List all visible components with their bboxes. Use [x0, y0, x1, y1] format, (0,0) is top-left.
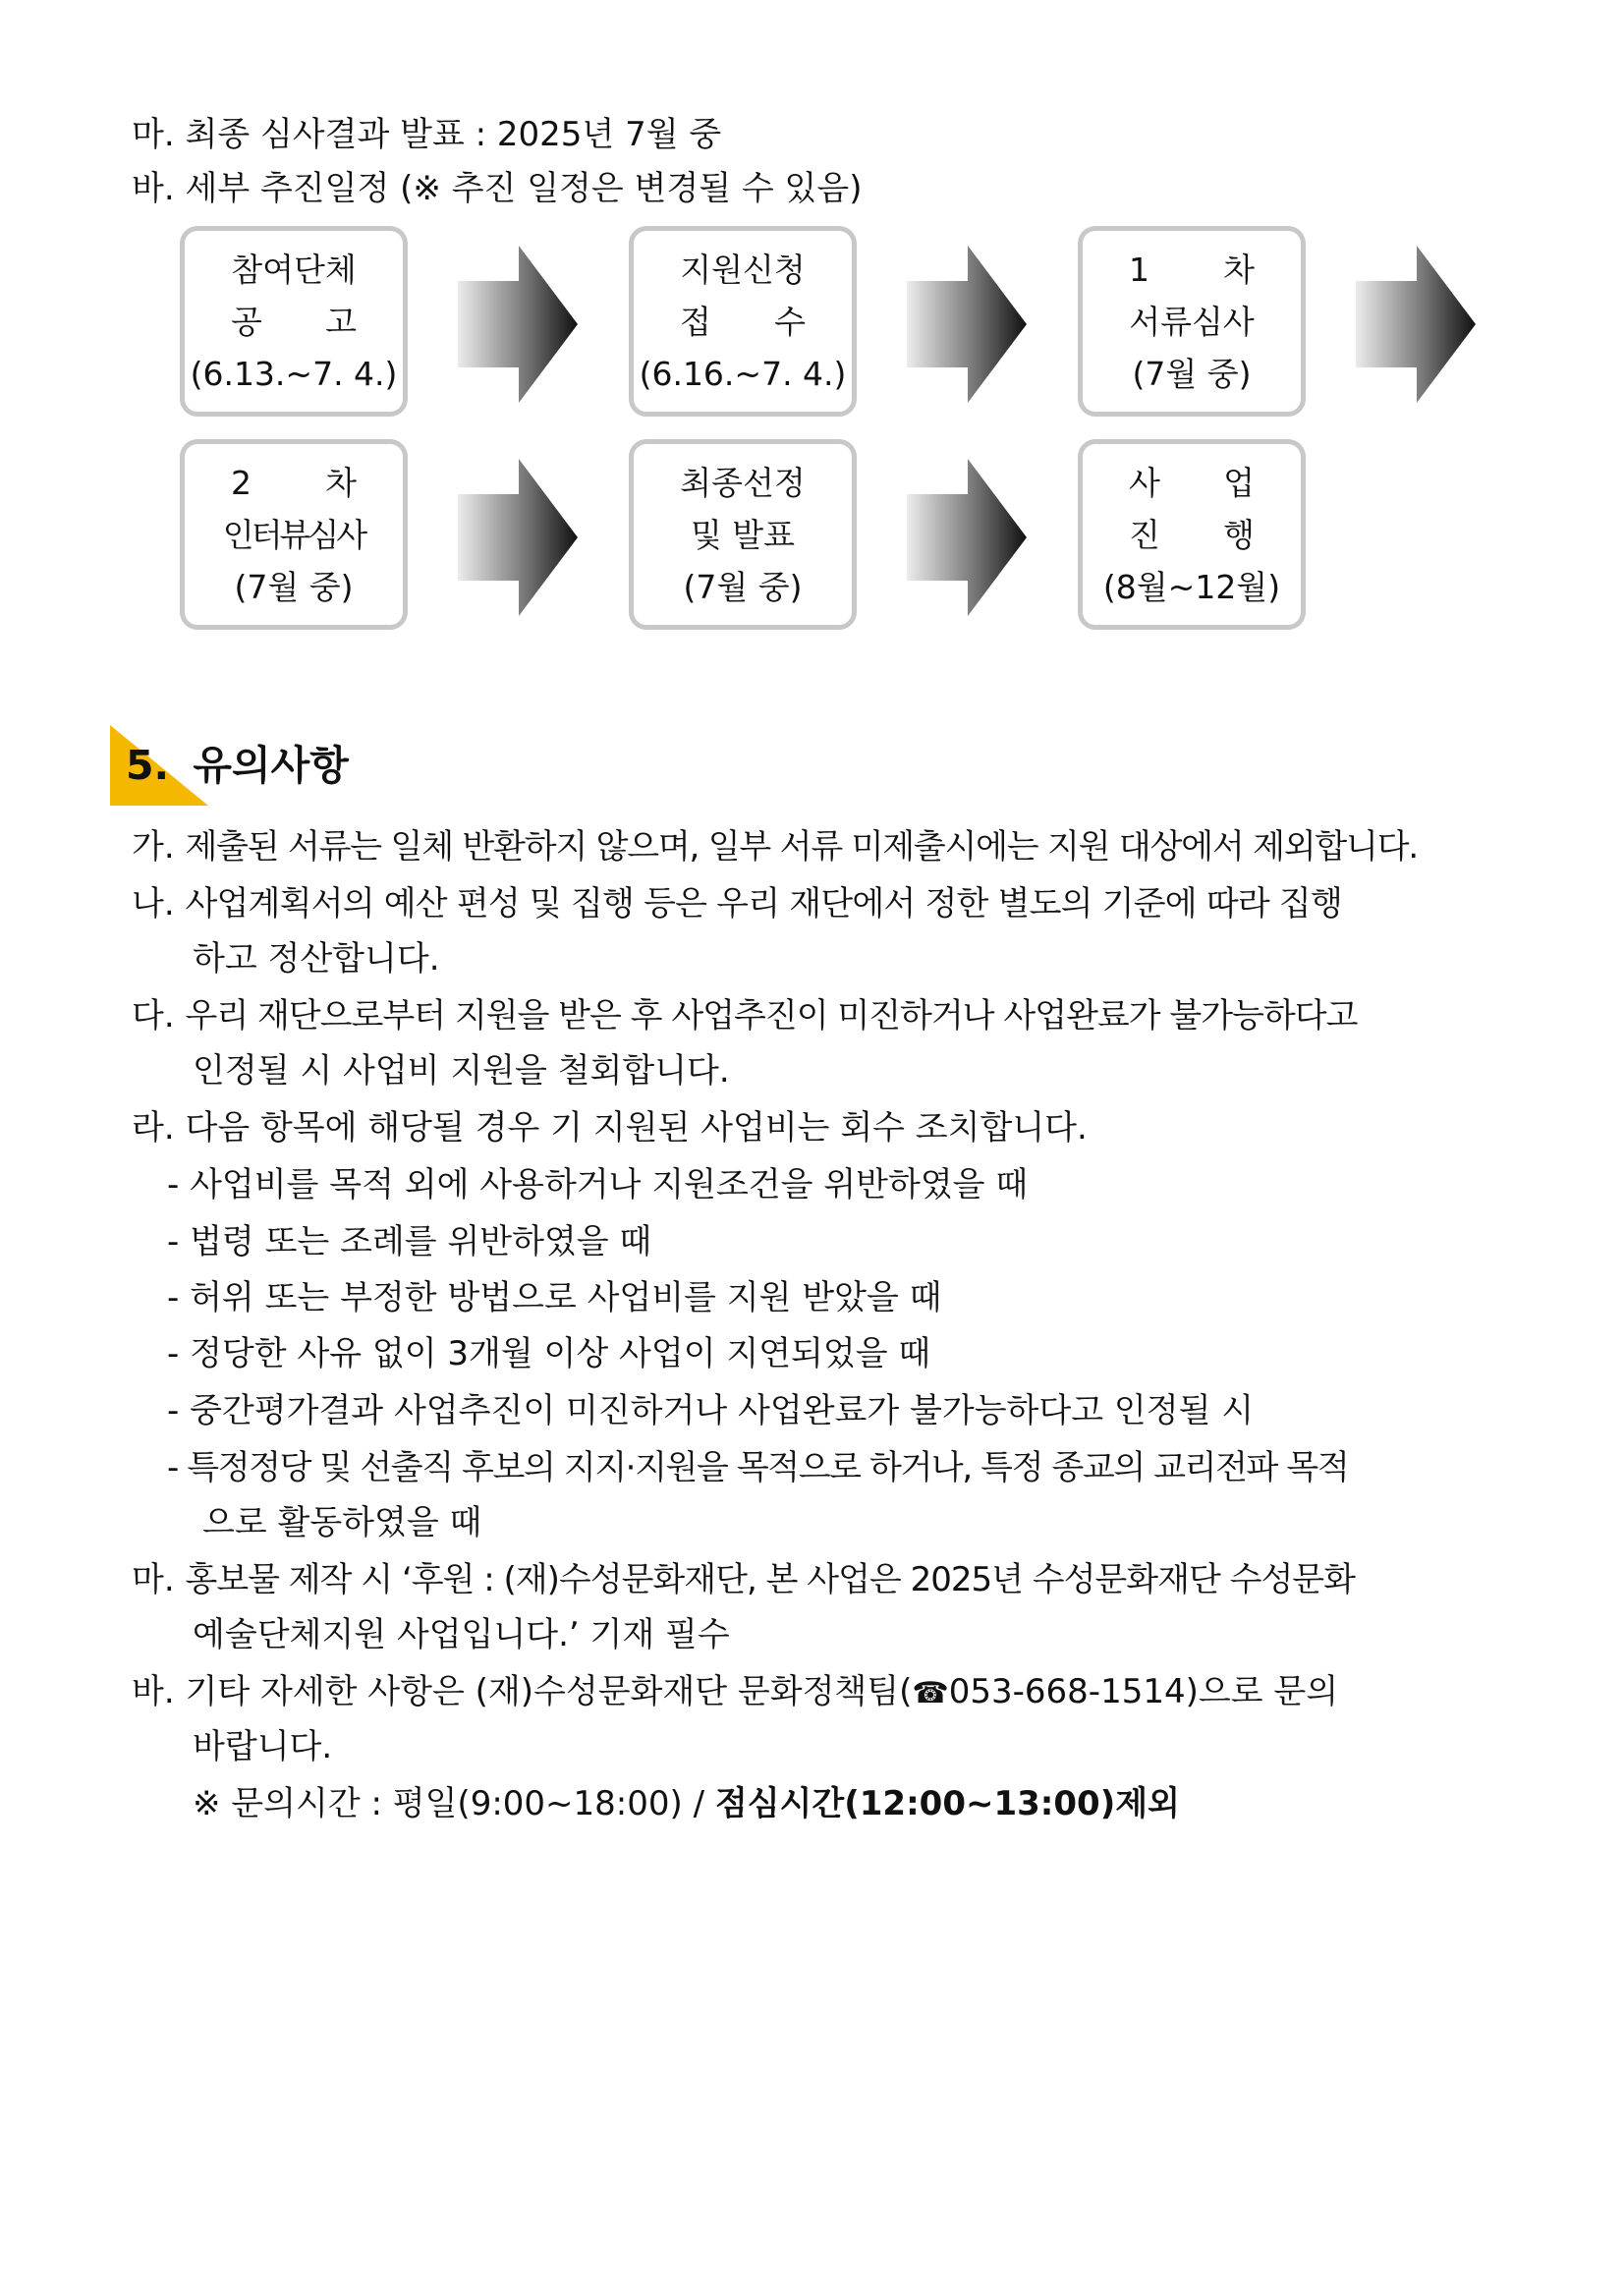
flow-step-final-selection: [629, 439, 857, 630]
note-text: )으로 문의: [1185, 1672, 1339, 1711]
note-da: [132, 996, 1357, 1036]
step-char: 2: [231, 463, 252, 502]
list-marker: 라.: [132, 1108, 175, 1148]
arrow-right-icon: [907, 246, 1027, 403]
list-item: - 중간평가결과 사업추진이 미진하거나 사업완료가 불가능하다고 인정될 시: [167, 1391, 1255, 1430]
note-ma: [132, 1560, 1355, 1599]
phone-number: 053-668-1514: [948, 1672, 1186, 1711]
step-date: (8월~12월): [1102, 567, 1281, 606]
step-char: 1: [1129, 250, 1149, 289]
note-ba-cont: 바랍니다.: [193, 1727, 333, 1766]
schedule-line: [132, 169, 863, 208]
step-date: (7월 중): [234, 567, 354, 606]
note-da-cont: 인정될 시 사업비 지원을 철회합니다.: [193, 1051, 730, 1091]
arrow-right-icon: [907, 459, 1027, 616]
flow-step-application: [629, 226, 857, 417]
inquiry-text: ※ 문의시간 : 평일(9:00~18:00) /: [193, 1784, 715, 1823]
list-marker: 다.: [132, 996, 175, 1036]
flow-step-announcement: [180, 226, 408, 417]
step-char: 고: [325, 302, 357, 341]
step-label: 지원신청: [680, 250, 806, 289]
step-char: 업: [1223, 463, 1255, 502]
step-label: [1129, 457, 1255, 509]
step-char: 차: [325, 463, 357, 502]
note-text: 사업계획서의 예산 편성 및 집행 등은 우리 재단에서 정한 별도의 기준에 따라 집행: [185, 884, 1343, 924]
note-text: 다음 항목에 해당될 경우 기 지원된 사업비는 회수 조치합니다.: [185, 1108, 1088, 1148]
list-item: - 법령 또는 조례를 위반하였을 때: [167, 1222, 652, 1261]
note-ba: [132, 1672, 1338, 1713]
schedule-text: 세부 추진일정 (※ 추진 일정은 변경될 수 있음): [185, 169, 863, 208]
step-label: [680, 296, 806, 348]
announce-line: [132, 115, 721, 154]
phone-icon: ☎: [912, 1676, 949, 1710]
step-char: 수: [774, 302, 806, 341]
inquiry-hours: [193, 1784, 1180, 1823]
step-label: 참여단체: [231, 250, 357, 289]
step-label: 서류심사: [1129, 302, 1255, 341]
step-char: 차: [1223, 250, 1255, 289]
list-marker: 나.: [132, 884, 175, 924]
step-char: 공: [231, 302, 262, 341]
step-label: [231, 296, 357, 348]
step-char: 행: [1223, 515, 1255, 554]
step-label: [1129, 244, 1255, 296]
note-ra: [132, 1108, 1088, 1148]
note-na: [132, 884, 1342, 924]
note-text: 제출된 서류는 일체 반환하지 않으며, 일부 서류 미제출시에는 지원 대상에서 제외합니다.: [185, 827, 1418, 867]
lunch-exclusion: 점심시간(12:00~13:00)제외: [714, 1784, 1180, 1823]
arrow-right-icon: [458, 246, 578, 403]
note-text: 기타 자세한 사항은 (재)수성문화재단 문화정책팀(: [185, 1672, 913, 1711]
note-text: 우리 재단으로부터 지원을 받은 후 사업추진이 미진하거나 사업완료가 불가능하다고: [185, 996, 1358, 1036]
note-ga: [132, 827, 1418, 867]
section-title: 유의사항: [193, 742, 349, 789]
arrow-right-icon: [458, 459, 578, 616]
step-date: (6.13.~7. 4.): [190, 354, 398, 393]
list-item: - 허위 또는 부정한 방법으로 사업비를 지원 받았을 때: [167, 1278, 942, 1317]
step-date: (7월 중): [683, 567, 803, 606]
list-marker: 바.: [132, 1672, 175, 1711]
note-ma-cont: 예술단체지원 사업입니다.’ 기재 필수: [193, 1615, 730, 1654]
flow-step-project-run: [1078, 439, 1306, 630]
arrow-right-icon: [1356, 246, 1476, 403]
list-item: - 정당한 사유 없이 3개월 이상 사업이 지연되었을 때: [167, 1334, 931, 1373]
note-text: 홍보물 제작 시 ‘후원 : (재)수성문화재단, 본 사업은 2025년 수성문화재단 수성문화: [185, 1560, 1355, 1599]
list-marker: 가.: [132, 827, 175, 867]
step-label: 인터뷰심사: [222, 515, 365, 554]
flow-step-interview: [180, 439, 408, 630]
step-label: 최종선정: [680, 463, 806, 502]
list-marker: 마.: [132, 115, 175, 154]
step-date: (6.16.~7. 4.): [639, 354, 847, 393]
flow-step-document-review: [1078, 226, 1306, 417]
note-na-cont: 하고 정산합니다.: [193, 939, 440, 979]
list-item: - 사업비를 목적 외에 사용하거나 지원조건을 위반하였을 때: [167, 1165, 1029, 1204]
step-char: 진: [1129, 515, 1160, 554]
step-char: 사: [1129, 463, 1160, 502]
list-marker: 마.: [132, 1560, 175, 1599]
list-marker: 바.: [132, 169, 175, 208]
step-label: 및 발표: [690, 515, 796, 554]
step-char: 접: [680, 302, 711, 341]
list-item: - 특정정당 및 선출직 후보의 지지·지원을 목적으로 하거나, 특정 종교의 교리전파 목적: [167, 1448, 1349, 1487]
section-heading: [126, 739, 349, 792]
step-label: [231, 457, 357, 509]
section-number: 5.: [126, 742, 170, 789]
list-item-cont: 으로 활동하였을 때: [202, 1503, 482, 1542]
step-date: (7월 중): [1132, 354, 1252, 393]
step-label: [1129, 509, 1255, 561]
announce-text: 최종 심사결과 발표 : 2025년 7월 중: [185, 115, 722, 154]
